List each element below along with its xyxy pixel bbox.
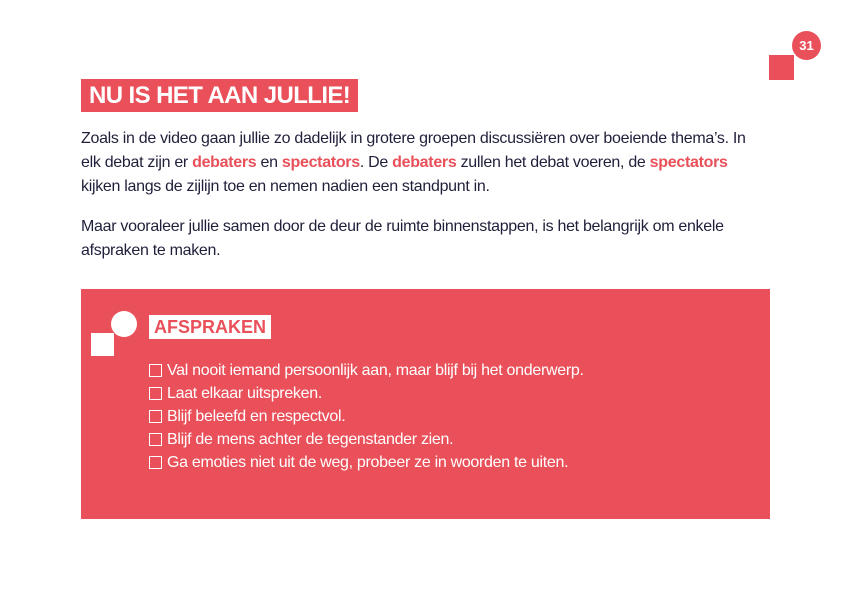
page-number-decor-square (769, 55, 794, 80)
intro-text-segment: kijken langs de zijlijn toe en nemen nadien een standpunt in. (81, 178, 490, 195)
checkbox-icon (149, 456, 162, 469)
highlight-spectators: spectators (281, 154, 360, 171)
decor-circle-icon (111, 311, 137, 337)
page-number: 31 (792, 31, 821, 60)
intro-text-segment: . De (359, 154, 393, 171)
checkbox-icon (149, 410, 162, 423)
intro-paragraph-1 (81, 127, 761, 199)
afspraken-panel (81, 289, 770, 519)
highlight-spectators: spectators (649, 154, 728, 171)
checklist-item (149, 451, 584, 474)
checklist-item (149, 382, 584, 405)
checkbox-icon (149, 387, 162, 400)
afspraken-checklist (149, 359, 584, 474)
decor-square-icon (91, 333, 114, 356)
checklist-item-label: Blijf de mens achter de tegenstander zien. (167, 430, 454, 448)
page-title: NU IS HET AAN JULLIE! (81, 79, 358, 112)
checklist-item-label: Laat elkaar uitspreken. (167, 384, 322, 402)
checklist-item-label: Ga emoties niet uit de weg, probeer ze in woorden te uiten. (167, 453, 569, 471)
checklist-item-label: Val nooit iemand persoonlijk aan, maar blijf bij het onderwerp. (167, 361, 584, 379)
intro-text-segment: Zoals in de video gaan jullie zo dadelijk in grotere groepen discussiëren over boeiende thema’s. In elk debat zijn er (81, 130, 746, 171)
checkbox-icon (149, 364, 162, 377)
highlight-debaters: debaters (192, 154, 257, 171)
checklist-item (149, 405, 584, 428)
intro-text-segment: en (256, 154, 282, 171)
intro-text-segment: zullen het debat voeren, de (456, 154, 650, 171)
highlight-debaters: debaters (392, 154, 457, 171)
checklist-item-label: Blijf beleefd en respectvol. (167, 407, 346, 425)
intro-paragraph-2: Maar vooraleer jullie samen door de deur de ruimte binnenstappen, is het belangrijk om enkele afspraken te maken. (81, 218, 724, 259)
afspraken-title: AFSPRAKEN (149, 315, 271, 339)
checklist-item (149, 428, 584, 451)
checkbox-icon (149, 433, 162, 446)
checklist-item (149, 359, 584, 382)
